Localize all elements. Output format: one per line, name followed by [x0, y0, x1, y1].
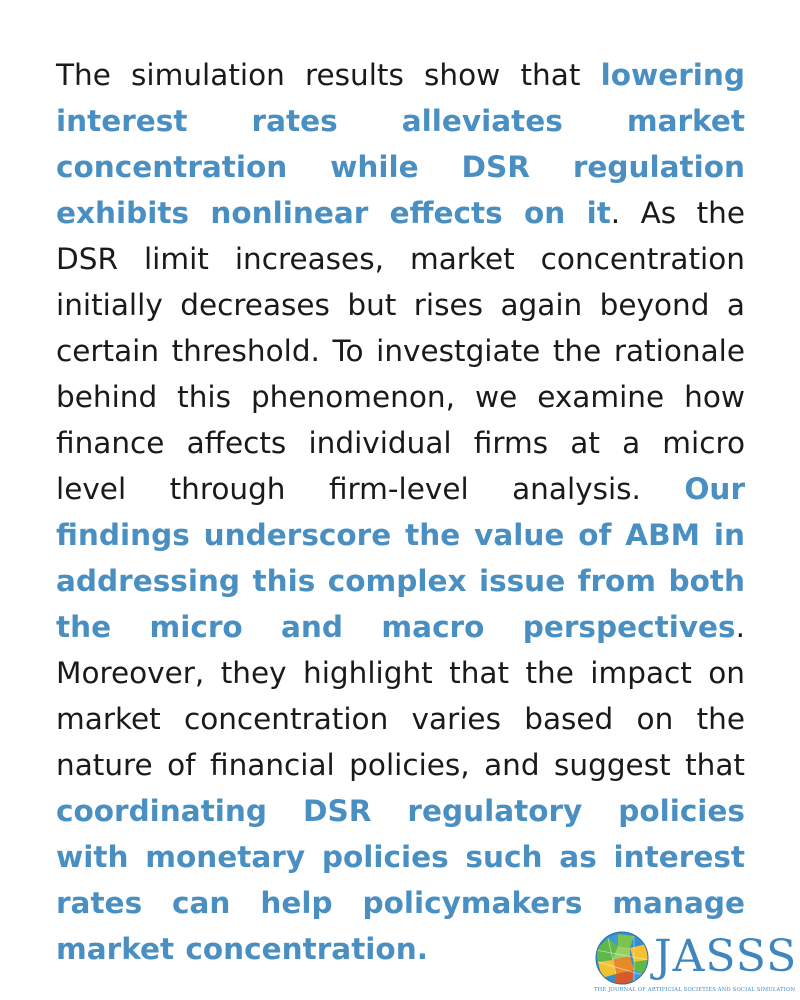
logo-wordmark: JASSS	[654, 931, 798, 982]
globe-mosaic-icon	[594, 930, 650, 986]
text-segment-2: . As the DSR limit increases, market concentration initially decreases but rises again beyond a certain threshold. To investgiate the rationale behind this phenomenon, we examine how finance affects individual firms at a micro level through firm-level analysis.	[56, 196, 745, 506]
highlight-segment-3: coordinating DSR regulatory policies with monetary policies such as interest rates can help policymakers manage market concentration.	[56, 794, 745, 966]
highlight-segment-2: Our findings underscore the value of ABM in addressing this complex issue from both the micro and macro perspectives	[56, 472, 745, 644]
text-segment-1: The simulation results show that	[56, 58, 601, 92]
logo-subtitle: THE JOURNAL OF ARTIFICIAL SOCIETIES AND SOCIAL SIMULATION	[594, 987, 796, 993]
text-segment-3: . Moreover, they highlight that the impact on market concentration varies based on the nature of financial policies, and suggest that	[56, 610, 745, 782]
body-paragraph	[56, 52, 745, 972]
jasss-logo	[594, 930, 798, 996]
highlight-segment-1: lowering interest rates alleviates market concentration while DSR regulation exhibits nonlinear effects on it	[56, 58, 745, 230]
